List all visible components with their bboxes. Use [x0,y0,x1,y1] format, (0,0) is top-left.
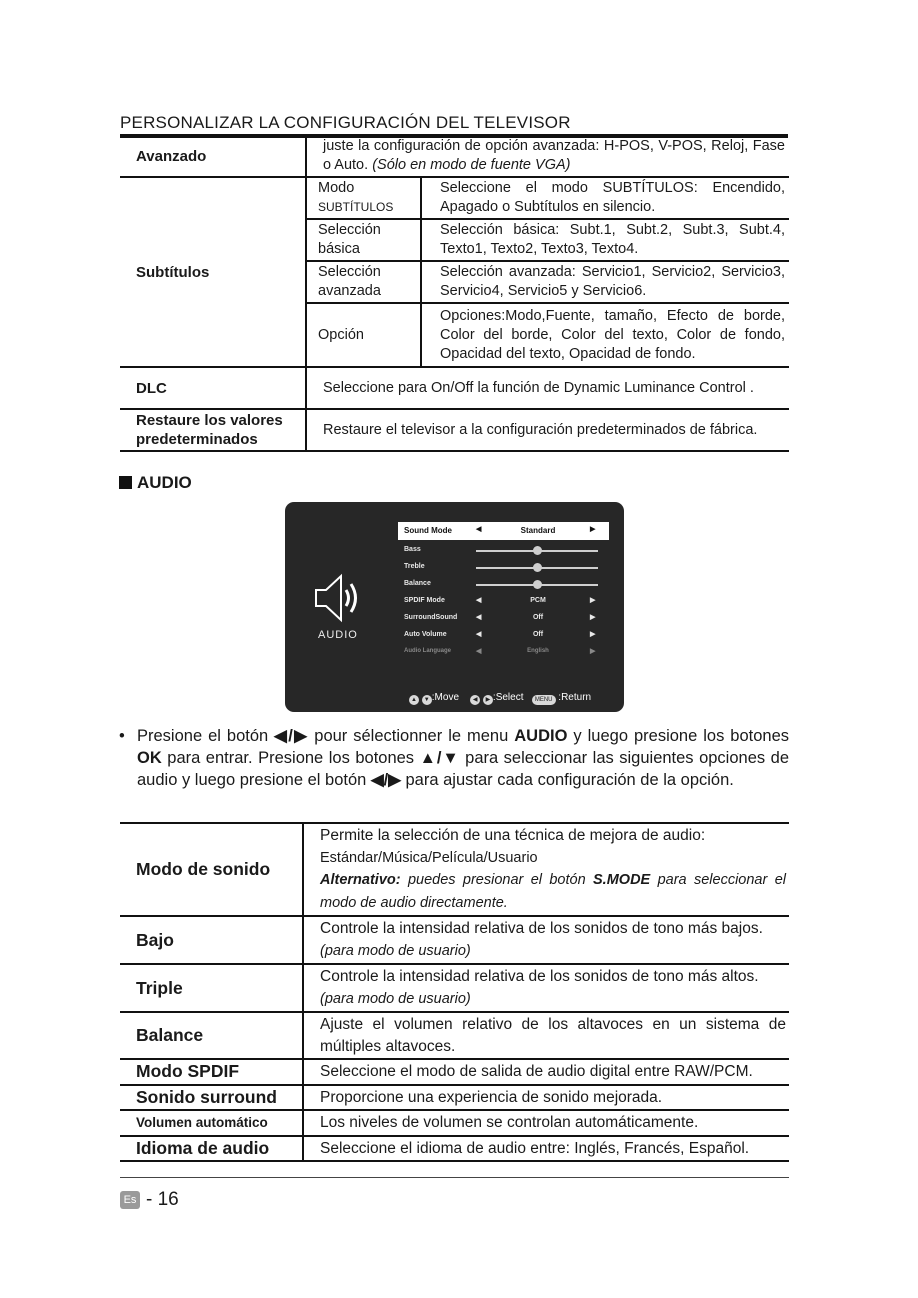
table-row [120,823,789,916]
row-desc-dlc: Seleccione para On/Off la función de Dynamic Luminance Control . [306,367,789,409]
sub-label-modo [306,177,421,219]
row-label: Volumen automático [120,1110,303,1136]
row-label: Idioma de audio [120,1136,303,1162]
hint-return: :Return [558,692,592,703]
sub-desc-avanzada: Selección avanzada: Servicio1, Servicio2, Servicio3, Servicio4, Servicio5 y Servicio6. [421,261,789,303]
arrow-left-icon: ◀ [476,614,482,621]
row-desc [303,916,789,964]
speaker-icon [313,572,363,624]
table-row [120,1012,789,1059]
left-right-arrows-icon: ◀/▶ [370,771,401,789]
hint-move: :Move [431,692,460,703]
menu-item-bass[interactable] [398,542,609,559]
sub-desc-opcion: Opciones:Modo,Fuente, tamaño, Efecto de borde, Color del borde, Color del texto, Color de fondo, Opacidad del texto, Opacidad de fondo. [421,303,789,367]
left-right-arrows-icon: ◀/▶ [274,727,309,745]
smode-key: S.MODE [593,872,651,888]
alt-text: puedes presionar el botón [400,872,594,888]
menu-key: SPDIF Mode [404,597,445,604]
arrow-right-icon: ▶ [590,614,596,621]
menu-button-icon: MENU [532,695,556,705]
row-desc [303,823,789,916]
sub-label-avanzada: Selección avanzada [306,261,421,303]
row-label: Sonido surround [120,1085,303,1111]
menu-value: PCM [530,597,546,604]
sub-label-opcion: Opción [306,303,421,367]
right-button-icon: ▶ [483,695,493,705]
sub-desc-basica: Selección básica: Subt.1, Subt.2, Subt.3, Subt.4, Texto1, Texto2, Texto3, Texto4. [421,219,789,261]
menu-key: SurroundSound [404,614,458,621]
table-row-avanzado [120,136,789,177]
sub-label-basica: Selección básica [306,219,421,261]
row-label-subtitulos: Subtítulos [120,177,306,367]
slider-knob[interactable] [533,563,542,572]
sub-modo: Modo [318,180,355,196]
bullet-icon: • [119,727,125,745]
audio-options-table [120,822,789,1162]
settings-table [120,136,789,452]
square-bullet-icon [119,476,132,489]
table-row-subtitulos-modo [120,177,789,219]
slider-knob[interactable] [533,580,542,589]
desc-text: Controle la intensidad relativa de los sonidos de tono más bajos. [320,920,763,937]
row-desc-restaure: Restaure el televisor a la configuración predeterminados de fábrica. [306,409,789,451]
bass-slider[interactable] [476,550,598,552]
desc-options: Estándar/Música/Película/Usuario [320,849,538,866]
menu-key: Audio Language [404,648,451,654]
avanzado-note: (Sólo en modo de fuente VGA) [372,157,571,173]
audio-heading-text: AUDIO [137,473,192,492]
menu-item-surround[interactable] [398,610,609,627]
avanzado-desc: juste la configuración de opción avanzada: H-POS, V-POS, Reloj, Fase o Auto. [323,138,785,173]
up-down-arrows-icon: ▲/▼ [419,749,460,767]
balance-slider[interactable] [476,584,598,586]
menu-key: Balance [404,580,431,587]
menu-value: English [527,648,549,654]
row-desc: Proporcione una experiencia de sonido mejorada. [303,1085,789,1111]
arrow-left-icon: ◀ [476,631,482,638]
row-label: Bajo [120,916,303,964]
desc-text: Controle la intensidad relativa de los sonidos de tono más altos. [320,968,759,985]
slider-knob[interactable] [533,546,542,555]
desc-note: (para modo de usuario) [320,942,471,959]
page-title: PERSONALIZAR LA CONFIGURACIÓN DEL TELEVISOR [120,113,788,138]
txt: para ajustar cada configuración de la opción. [400,771,734,789]
language-badge: Es [120,1191,140,1209]
arrow-right-icon: ▶ [590,526,596,533]
row-label: Modo SPDIF [120,1059,303,1085]
ok-key: OK [137,749,162,767]
arrow-right-icon: ▶ [590,597,596,604]
txt: y luego presione los botones [567,727,790,745]
arrow-left-icon: ◀ [476,526,482,533]
table-row [120,916,789,964]
menu-key: Treble [404,563,425,570]
menu-name: AUDIO [514,727,568,745]
sub-subtitulos: SUBTÍTULOS [318,200,394,214]
table-row-dlc [120,367,789,409]
arrow-right-icon: ▶ [590,631,596,638]
hint-select: :Select [492,692,524,703]
txt: para seleccionar las siguientes opciones de audio y luego presione el botón [137,749,789,789]
txt: para entrar. Presione los botones [161,749,420,767]
row-label-dlc: DLC [120,367,306,409]
row-desc: Seleccione el idioma de audio entre: Inglés, Francés, Español. [303,1136,789,1162]
row-label: Modo de sonido [120,823,303,916]
page-number-text: - 16 [146,1189,179,1210]
sub-desc-modo: Seleccione el modo SUBTÍTULOS: Encendido, Apagado o Subtítulos en silencio. [421,177,789,219]
row-desc: Los niveles de volumen se controlan automáticamente. [303,1110,789,1136]
footer-divider [120,1177,789,1178]
osd-hint-bar [409,692,591,705]
table-row-restaure [120,409,789,451]
menu-item-balance[interactable] [398,576,609,593]
arrow-left-icon: ◀ [476,597,482,604]
row-label-restaure: Restaure los valores predeterminados [120,409,306,451]
row-desc: Seleccione el modo de salida de audio digital entre RAW/PCM. [303,1059,789,1085]
menu-item-sound-mode[interactable] [398,522,609,540]
alt-text: para seleccionar el modo de audio directamente. [320,872,786,911]
menu-key: Auto Volume [404,631,447,638]
table-row [120,1136,789,1162]
audio-osd-screenshot [285,502,624,712]
row-desc: Ajuste el volumen relativo de los altavoces en un sistema de múltiples altavoces. [303,1012,789,1059]
row-label-avanzado: Avanzado [120,136,306,177]
txt: Presione el botón [137,727,275,745]
menu-key: Bass [404,546,421,553]
osd-audio-label: AUDIO [318,629,358,641]
arrow-left-icon: ◀ [476,648,482,655]
txt: pour sélectionner le menu [308,727,515,745]
menu-value: Off [532,631,544,638]
desc-text: Permite la selección de una técnica de mejora de audio: [320,827,706,844]
up-button-icon: ▲ [409,695,419,705]
row-desc-avanzado [306,136,789,177]
arrow-right-icon: ▶ [590,648,596,655]
table-row [120,1059,789,1085]
instructions-text [137,725,789,791]
menu-item-treble[interactable] [398,559,609,576]
audio-menu [398,522,609,661]
menu-item-spdif[interactable] [398,593,609,610]
alt-label: Alternativo: [320,872,401,888]
table-row [120,964,789,1012]
page-number [120,1189,179,1211]
menu-value: Standard [520,526,556,535]
table-row [120,1110,789,1136]
desc-note: (para modo de usuario) [320,990,471,1007]
treble-slider[interactable] [476,567,598,569]
menu-item-auto-volume[interactable] [398,627,609,644]
audio-section-heading [119,473,192,493]
menu-item-audio-language[interactable] [398,644,609,661]
row-label: Triple [120,964,303,1012]
table-row [120,1085,789,1111]
row-desc [303,964,789,1012]
down-button-icon: ▼ [422,695,432,705]
menu-value: Off [532,614,544,621]
audio-instructions [119,725,789,791]
row-label: Balance [120,1012,303,1059]
menu-key: Sound Mode [404,526,452,535]
left-button-icon: ◀ [470,695,480,705]
